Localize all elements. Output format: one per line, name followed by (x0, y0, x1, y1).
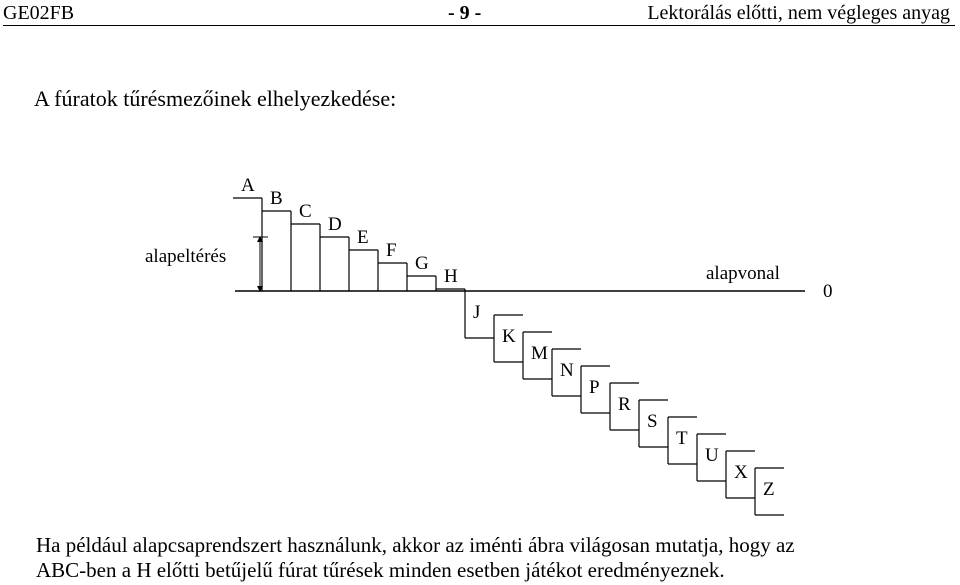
zone-label-r: R (618, 394, 631, 415)
zero-label: 0 (823, 281, 833, 302)
zone-label-j: J (473, 302, 481, 323)
paragraph-line-1: Ha például alapcsaprendszert használunk, akkor az iménti ábra világosan mutatja, hogy az (36, 533, 795, 557)
deviation-label: alapeltérés (145, 246, 227, 267)
zone-label-z: Z (763, 479, 775, 500)
zone-label-c: C (299, 201, 312, 222)
paragraph-line-2: ABC-ben a H előtti betűjelű fúrat tűrések minden esetben játékot eredményeznek. (36, 558, 725, 582)
zone-label-b: B (270, 188, 283, 209)
header-note: Lektorálás előtti, nem végleges anyag (647, 2, 950, 24)
zone-label-n: N (560, 360, 574, 381)
zone-label-d: D (328, 214, 342, 235)
section-heading: A fúratok tűrésmezőinek elhelyezkedése: (34, 86, 397, 111)
zone-label-p: P (589, 377, 600, 398)
zone-label-g: G (415, 253, 429, 274)
zone-label-f: F (386, 240, 397, 261)
zone-label-t: T (676, 428, 688, 449)
header-code: GE02FB (3, 2, 75, 24)
page-number: - 9 - (448, 2, 482, 24)
body-paragraph (36, 533, 952, 583)
zone-label-s: S (647, 411, 658, 432)
zone-label-u: U (705, 445, 719, 466)
zone-label-h: H (444, 266, 458, 287)
zone-label-m: M (531, 343, 548, 364)
zone-label-x: X (734, 462, 748, 483)
zone-label-k: K (502, 326, 516, 347)
tolerance-zones (233, 175, 784, 515)
baseline-label: alapvonal (706, 263, 780, 284)
zone-label-a: A (241, 175, 255, 196)
zone-label-e: E (357, 227, 369, 248)
